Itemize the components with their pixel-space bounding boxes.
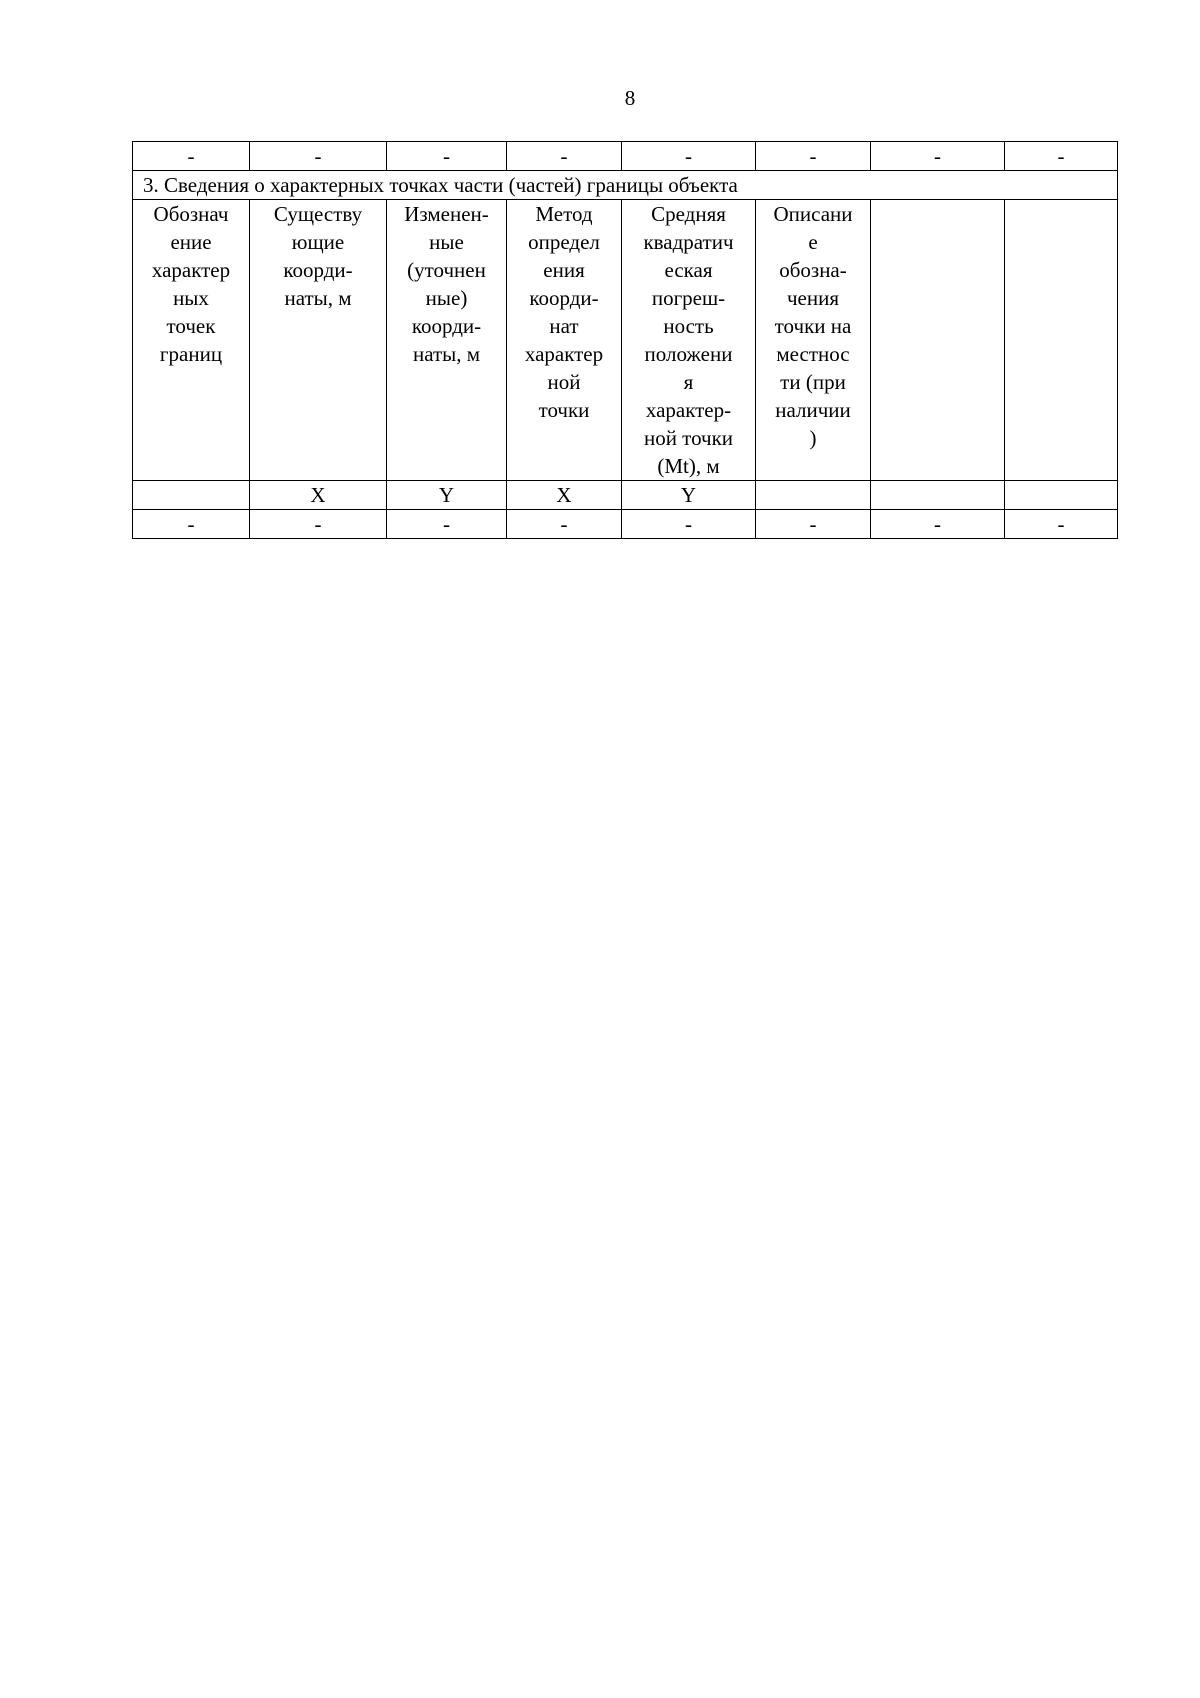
table-cell: - <box>387 142 507 171</box>
table-cell: - <box>507 510 622 539</box>
header-changed-coordinates: Изменен- ные (уточнен ные) коорди- наты, м <box>387 200 507 481</box>
table-row-xy <box>133 481 1118 510</box>
table-cell <box>756 481 871 510</box>
table-row-bottom-dashes <box>133 510 1118 539</box>
table-cell: - <box>387 510 507 539</box>
table-cell: - <box>1005 510 1118 539</box>
boundary-points-table <box>132 141 1118 539</box>
page-number: 8 <box>624 86 636 110</box>
table-cell: - <box>756 510 871 539</box>
table-cell: - <box>250 510 387 539</box>
table-row-top-dashes <box>133 142 1118 171</box>
table-cell: - <box>622 142 756 171</box>
table-cell: - <box>756 142 871 171</box>
table-cell: - <box>507 142 622 171</box>
table-cell: - <box>133 142 250 171</box>
table-cell: - <box>871 510 1005 539</box>
table-cell: Y <box>387 481 507 510</box>
header-coordinate-method: Метод определ ения коорди- нат характер ной точки <box>507 200 622 481</box>
section-title: 3. Сведения о характерных точках части (частей) границы объекта <box>133 171 1118 200</box>
table-cell <box>1005 481 1118 510</box>
header-mean-square-error: Средняя квадратич еская погреш- ность положени я характер- ной точки (Mt), м <box>622 200 756 481</box>
table-cell: - <box>622 510 756 539</box>
table-cell: Y <box>622 481 756 510</box>
table-header-row <box>133 200 1118 481</box>
table-cell: - <box>133 510 250 539</box>
table-cell <box>133 481 250 510</box>
table-row-section-title <box>133 171 1118 200</box>
header-point-description: Описани е обозна- чения точки на местнос ти (при наличии ) <box>756 200 871 481</box>
header-point-designation: Обознач ение характер ных точек границ <box>133 200 250 481</box>
table-cell: X <box>250 481 387 510</box>
header-empty-7 <box>871 200 1005 481</box>
table-cell <box>871 481 1005 510</box>
header-empty-8 <box>1005 200 1118 481</box>
header-existing-coordinates: Существу ющие коорди- наты, м <box>250 200 387 481</box>
table-cell: X <box>507 481 622 510</box>
table-cell: - <box>1005 142 1118 171</box>
table-cell: - <box>871 142 1005 171</box>
table-cell: - <box>250 142 387 171</box>
